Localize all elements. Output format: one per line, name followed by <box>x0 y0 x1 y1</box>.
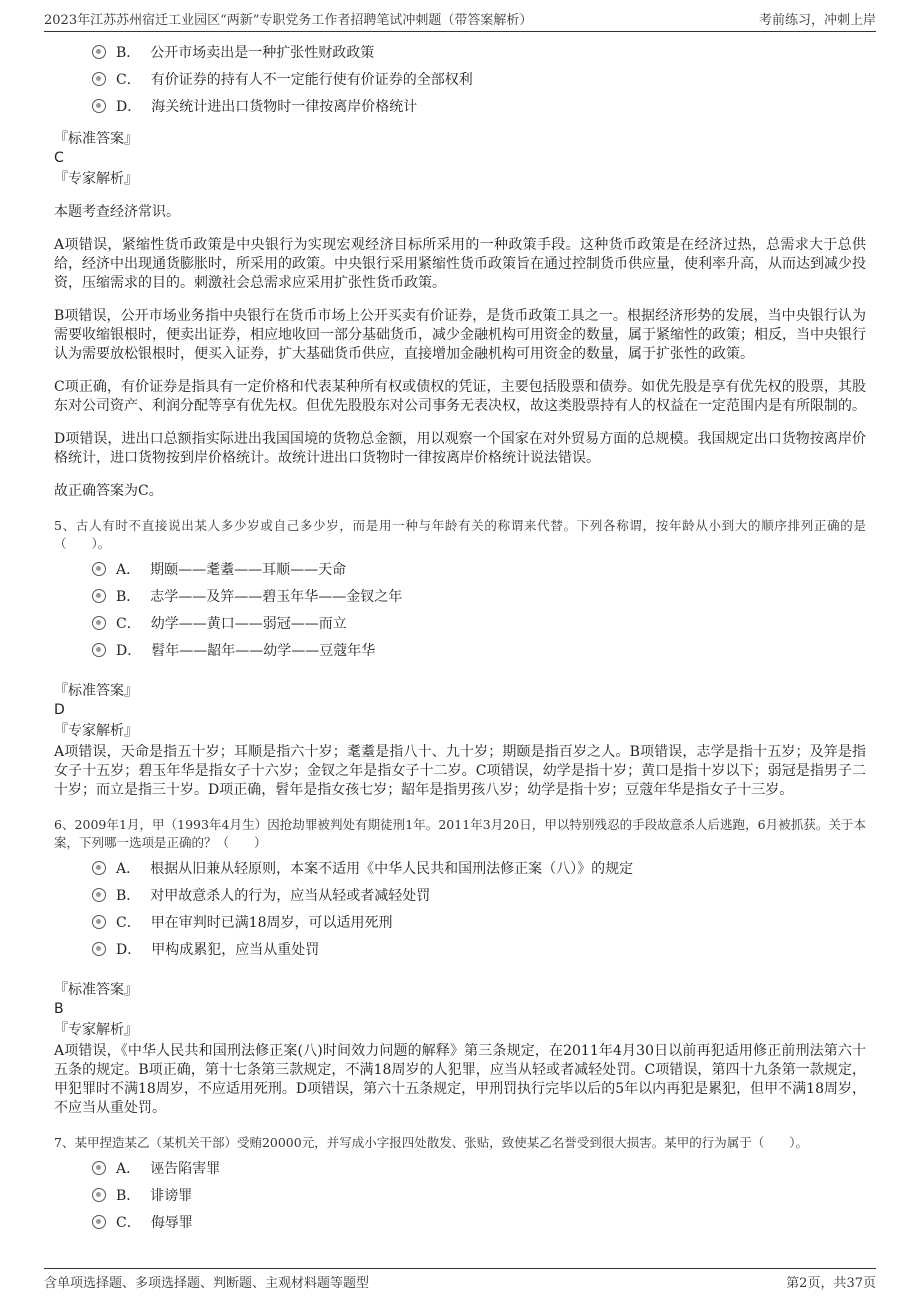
q6-analysis-label: 『专家解析』 <box>54 1022 138 1038</box>
q4-analysis-label: 『专家解析』 <box>54 171 138 187</box>
q5-option-d[interactable]: D． 髫年——龆年——幼学——豆蔻年华 <box>92 636 866 663</box>
radio-icon[interactable] <box>92 616 106 630</box>
q6-analysis: A项错误，《中华人民共和国刑法修正案(八)时间效力问题的解释》第三条规定，在2011年4月30日以前再犯适用修正前刑法第六十五条的规定。B项正确，第十七条第三款规定，不满18周岁的人犯罪，应当从轻或者减轻处罚。C项错误，第四十九条第一款规定，甲犯罪时不满18周岁，不应适用死刑。D项错误，第六十五条规定，甲刑罚执行完毕以后的5年以内再犯是累犯，但甲不满18周岁，不应当从重处罚。 <box>54 1043 866 1116</box>
q5-option-b[interactable]: B． 志学——及笄——碧玉年华——金钗之年 <box>92 582 866 609</box>
q5-answer-label: 『标准答案』 <box>54 683 138 699</box>
radio-icon[interactable] <box>92 589 106 603</box>
q5-option-a[interactable]: A． 期颐——耄耋——耳顺——天命 <box>92 555 866 582</box>
q4-analysis-d: D项错误，进出口总额指实际进出我国国境的货物总金额，用以观察一个国家在对外贸易方面的总规模。我国规定出口货物按离岸价格统计，进口货物按到岸价格统计。故统计进出口货物时一律按离岸价格统计说法错误。 <box>54 431 866 466</box>
q4-option-b[interactable]: B． 公开市场卖出是一种扩张性财政政策 <box>92 38 866 65</box>
q7-question: 7、某甲捏造某乙（某机关干部）受贿20000元，并写成小字报四处散发、张贴，致使某乙名誉受到很大损害。某甲的行为属于（ ）。 <box>54 1135 808 1150</box>
q6-answer: B <box>54 1001 64 1017</box>
q4-analysis-intro: 本题考查经济常识。 <box>54 204 180 220</box>
header-title: 2023年江苏苏州宿迁工业园区“两新”专职党务工作者招聘笔试冲刺题（带答案解析） <box>44 13 533 28</box>
radio-icon[interactable] <box>92 562 106 576</box>
q5-question: 5、古人有时不直接说出某人多少岁或自己多少岁，而是用一种与年龄有关的称谓来代替。下列各称谓，按年龄从小到大的顺序排列正确的是（ ）。 <box>54 518 866 551</box>
q6-option-a[interactable]: A． 根据从旧兼从轻原则，本案不适用《中华人民共和国刑法修正案（八）》的规定 <box>92 854 866 881</box>
q5-options <box>54 555 866 663</box>
q6-option-d[interactable]: D． 甲构成累犯，应当从重处罚 <box>92 935 866 962</box>
q6-option-b[interactable]: B． 对甲故意杀人的行为，应当从轻或者减轻处罚 <box>92 881 866 908</box>
q5-option-c[interactable]: C． 幼学——黄口——弱冠——而立 <box>92 609 866 636</box>
radio-icon[interactable] <box>92 942 106 956</box>
radio-icon[interactable] <box>92 1188 106 1202</box>
q4-analysis-c: C项正确，有价证券是指具有一定价格和代表某种所有权或债权的凭证，主要包括股票和债券。如优先股是享有优先权的股票，其股东对公司资产、利润分配等享有优先权。但优先股股东对公司事务无表决权，故这类股票持有人的权益在一定范围内是有所限制的。 <box>54 379 866 414</box>
q5-analysis: A项错误，天命是指五十岁；耳顺是指六十岁；耄耋是指八十、九十岁；期颐是指百岁之人。B项错误，志学是指十五岁；及笄是指女子十五岁；碧玉年华是指女子十六岁；金钗之年是指女子十二岁。C项错误，幼学是指十岁；黄口是指十岁以下；弱冠是指男子二十岁；而立是指三十岁。D项正确，髫年是指女孩七岁；龆年是指男孩八岁；幼学是指十岁；豆蔻年华是指女子十三岁。 <box>54 744 866 798</box>
q4-analysis-conclusion: 故正确答案为C。 <box>54 483 163 499</box>
q4-option-c[interactable]: C． 有价证券的持有人不一定能行使有价证券的全部权利 <box>92 65 866 92</box>
radio-icon[interactable] <box>92 861 106 875</box>
q7-options <box>54 1154 866 1235</box>
page-number: 第2页，共37页 <box>786 1276 876 1291</box>
radio-icon[interactable] <box>92 45 106 59</box>
radio-icon[interactable] <box>92 1215 106 1229</box>
q6-option-c[interactable]: C． 甲在审判时已满18周岁，可以适用死刑 <box>92 908 866 935</box>
q5-answer: D <box>54 702 65 718</box>
q4-option-d[interactable]: D． 海关统计进出口货物时一律按离岸价格统计 <box>92 92 866 119</box>
page-header <box>44 10 876 32</box>
q6-answer-label: 『标准答案』 <box>54 982 138 998</box>
q6-question: 6、2009年1月，甲（1993年4月生）因抢劫罪被判处有期徒刑1年。2011年3月20日，甲以特别残忍的手段故意杀人后逃跑，6月被抓获。关于本案，下列哪一选项是正确的？（ ） <box>54 817 866 850</box>
q7-option-c[interactable]: C． 侮辱罪 <box>92 1208 866 1235</box>
header-slogan: 考前练习，冲刺上岸 <box>758 13 876 28</box>
radio-icon[interactable] <box>92 72 106 86</box>
q5-analysis-label: 『专家解析』 <box>54 723 138 739</box>
q4-answer-label: 『标准答案』 <box>54 131 138 147</box>
q4-answer: C <box>54 150 64 166</box>
q4-analysis-b: B项错误，公开市场业务指中央银行在货币市场上公开买卖有价证券，是货币政策工具之一。根据经济形势的发展，当中央银行认为需要收缩银根时，便卖出证券，相应地收回一部分基础货币，减少金融机构可用资金的数量，属于紧缩性的政策；相反，当中央银行认为需要放松银根时，便买入证券，扩大基础货币供应，直接增加金融机构可用资金的数量，属于扩张性的政策。 <box>54 308 866 362</box>
radio-icon[interactable] <box>92 1161 106 1175</box>
q6-options <box>54 854 866 962</box>
page-footer <box>44 1268 876 1292</box>
radio-icon[interactable] <box>92 99 106 113</box>
q7-option-a[interactable]: A． 诬告陷害罪 <box>92 1154 866 1181</box>
radio-icon[interactable] <box>92 888 106 902</box>
page-content <box>54 38 866 1235</box>
q7-option-b[interactable]: B． 诽谤罪 <box>92 1181 866 1208</box>
q4-analysis-a: A项错误，紧缩性货币政策是中央银行为实现宏观经济目标所采用的一种政策手段。这种货币政策是在经济过热，总需求大于总供给，经济中出现通货膨胀时，所采用的政策。中央银行采用紧缩性货币政策旨在通过控制货币供应量，使利率升高，从而达到减少投资，压缩需求的目的。刺激社会总需求应采用扩张性货币政策。 <box>54 237 866 291</box>
q4-options <box>54 38 866 119</box>
footer-note: 含单项选择题、多项选择题、判断题、主观材料题等题型 <box>44 1276 370 1291</box>
radio-icon[interactable] <box>92 643 106 657</box>
radio-icon[interactable] <box>92 915 106 929</box>
